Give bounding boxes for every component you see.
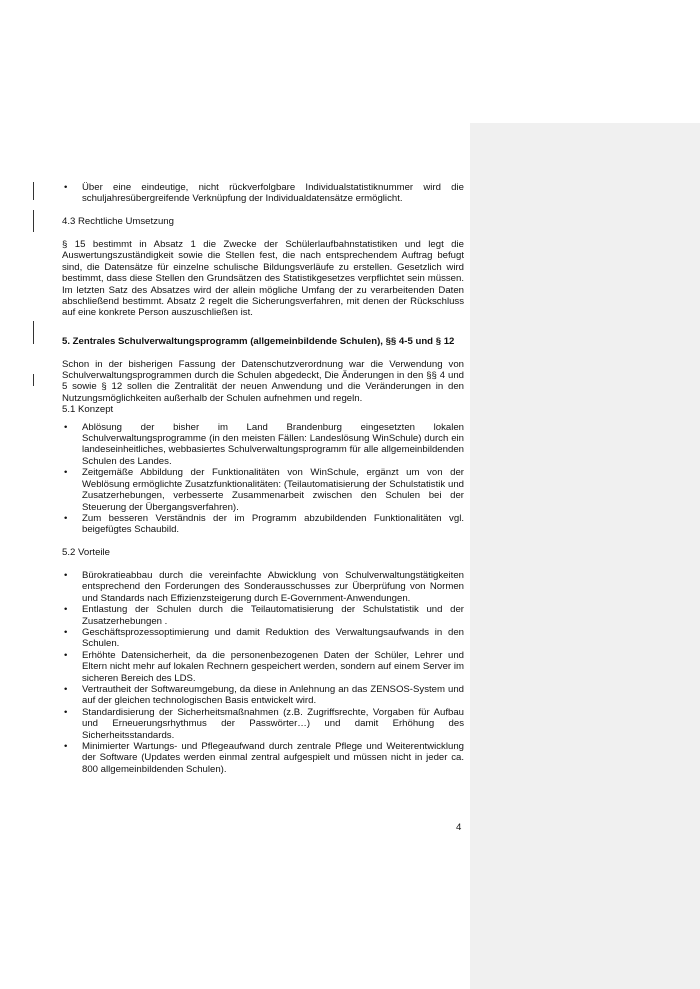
bullet-icon: •: [64, 467, 68, 479]
list-item: • Bürokratieabbau durch die vereinfachte Abwicklung von Schulverwaltungstätigkeiten entsprechend den Forderungen des Sonderausschusses zur Überprüfung von Normen und Standards nach Effizienzsteigerung durch E-Government-Anwendungen.: [64, 569, 464, 604]
document-body: [62, 182, 464, 775]
page-number: 4: [456, 822, 462, 833]
bullet-icon: •: [64, 741, 68, 753]
bullet-icon: •: [64, 706, 68, 718]
section-5-2-bullet-list: [62, 570, 464, 775]
change-bar: [33, 321, 34, 344]
section-heading-5-2: 5.2 Vorteile: [62, 547, 111, 559]
bullet-icon: •: [64, 683, 68, 695]
section-heading-5-1: 5.1 Konzept: [62, 404, 114, 416]
section-heading-5: 5. Zentrales Schulverwaltungsprogramm (allgemeinbildende Schulen), §§ 4-5 und § 12: [62, 335, 455, 347]
section-5-1-bullet-list: [62, 422, 464, 536]
comment-pane: [470, 123, 700, 989]
list-item: • Entlastung der Schulen durch die Teilautomatisierung der Schulstatistik und der Zusatzerhebungen .: [64, 604, 464, 627]
list-item: • Über eine eindeutige, nicht rückverfolgbare Individualstatistiknummer wird die schuljahresübergreifende Verknüpfung der Individualdatensätze ermöglicht.: [64, 182, 464, 205]
intro-bullet-list: [62, 182, 464, 205]
list-item: • Erhöhte Datensicherheit, da die personenbezogenen Daten der Schüler, Lehrer und Eltern nicht mehr auf lokalen Rechnern gespeichert werden, sondern auf einem Server im sicheren Bereich des LDS.: [64, 649, 464, 684]
bullet-icon: •: [64, 182, 68, 193]
change-bar: [33, 210, 34, 232]
section-4-3-paragraph: § 15 bestimmt in Absatz 1 die Zwecke der Schülerlaufbahnstatistiken und legt die Auswertungszuständigkeit sowie die Stellen fest, die nach entsprechendem Auftrag befugt sind, die Datensätze für einzelne schulische Bildungsverläufe zu erstellen. Gesetzlich wird bestimmt, dass diese Stellen den Grundsätzen des Statistikgesetzes verpflichtet sein müssen. Im letzten Satz des Absatzes wird der allein mögliche Umfang der zu verarbeitenden Daten abschließend bestimmt. Absatz 2 regelt die Sicherungsverfahren, mit denen der Rückschluss auf eine konkrete Person auszuschließen ist.: [62, 239, 464, 319]
list-item: • Standardisierung der Sicherheitsmaßnahmen (z.B. Zugriffsrechte, Vorgaben für Aufbau und Erneuerungsrhythmus der Passwörter…) und damit Erhöhung des Sicherheitsstandards.: [64, 706, 464, 741]
bullet-icon: •: [64, 569, 68, 581]
list-item: • Vertrautheit der Softwareumgebung, da diese in Anlehnung an das ZENSOS-System und auf der gleichen technologischen Basis entwickelt wird.: [64, 683, 464, 707]
bullet-icon: •: [64, 604, 68, 616]
change-bar: [33, 374, 34, 386]
list-item: • Zeitgemäße Abbildung der Funktionalitäten von WinSchule, ergänzt um von der Weblösung ermöglichte Zusatzfunktionalitäten: (Teilautomatisierung der Schulstatistik und Zusatzerhebungen, verbesserte Zusammenarbeit zwischen den Schulen bei der Steuerung der Übergangsverfahren).: [64, 467, 464, 513]
bullet-icon: •: [64, 421, 68, 433]
list-item: • Zum besseren Verständnis der im Programm abzubildenden Funktionalitäten vgl. beigefügtes Schaubild.: [64, 512, 464, 536]
change-bar: [33, 182, 34, 200]
bullet-icon: •: [64, 626, 68, 638]
section-heading-4-3: 4.3 Rechtliche Umsetzung: [62, 216, 174, 228]
section-5-paragraph: Schon in der bisherigen Fassung der Datenschutzverordnung war die Verwendung von Schulverwaltungsprogrammen durch die Schulen abgedeckt, Die Änderungen in den §§ 4 und 5 sowie § 12 sollen die Zentralität der neuen Anwendung und die Veränderungen in den Nutzungsmöglichkeiten außerhalb der Schulen aufnehmen und regeln.: [62, 358, 464, 404]
bullet-icon: •: [64, 512, 68, 524]
list-item: • Geschäftsprozessoptimierung und damit Reduktion des Verwaltungsaufwands in den Schulen.: [64, 626, 464, 650]
bullet-icon: •: [64, 649, 68, 661]
list-item: • Minimierter Wartungs- und Pflegeaufwand durch zentrale Pflege und Weiterentwicklung der Software (Updates werden einmal zentral aufgespielt und müssen nicht in jeder ca. 800 allgemeinbildenden Schulen).: [64, 741, 464, 775]
list-item: • Ablösung der bisher im Land Brandenburg eingesetzten lokalen Schulverwaltungsprogramme (in den meisten Fällen: Landeslösung WinSchule) durch ein landeseinheitliches, webbasiertes Schulverwaltungsprogramm für alle allgemeinbildenden Schulen des Landes.: [64, 421, 464, 467]
